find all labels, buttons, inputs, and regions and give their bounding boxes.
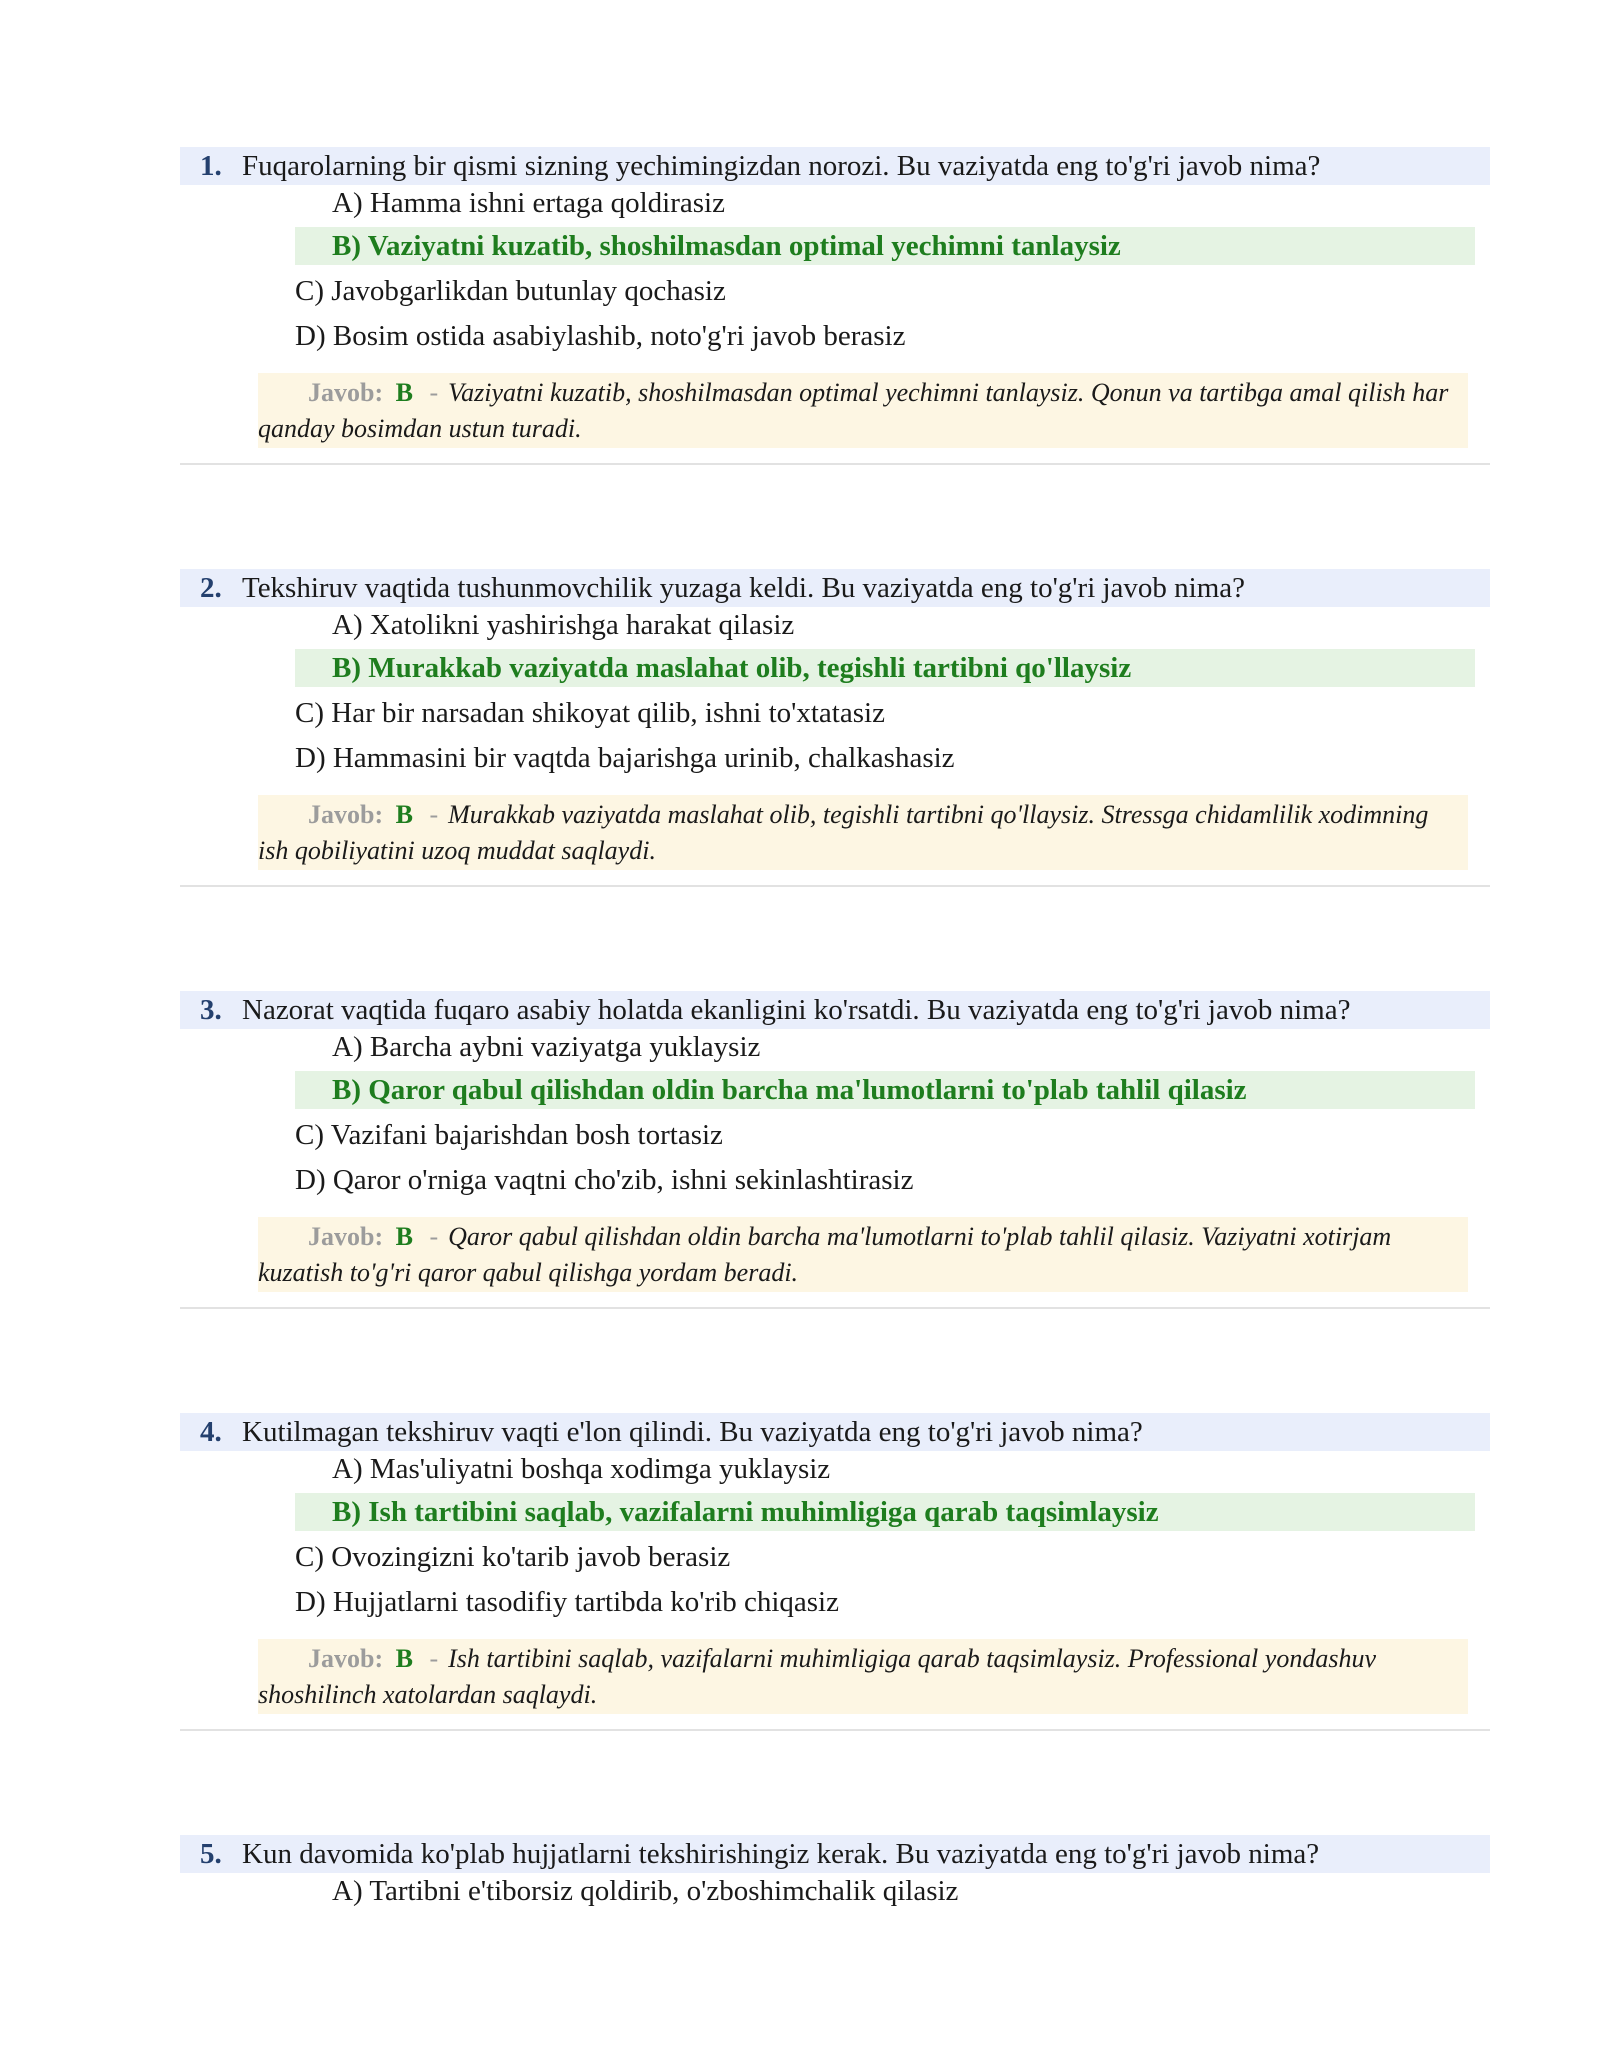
question-header bbox=[180, 147, 1490, 185]
question-header bbox=[180, 991, 1490, 1029]
answer-explanation: Qaror qabul qilishdan oldin barcha ma'lumotlarni to'plab tahlil qilasiz. Vaziyatni xotirjam kuzatish to'g'ri qaror qabul qilishga yordam beradi. bbox=[258, 1222, 1392, 1287]
option-a: A) Hamma ishni ertaga qoldirasiz bbox=[332, 187, 725, 219]
option-d: D) Hammasini bir vaqtda bajarishga urinib, chalkashasiz bbox=[295, 742, 955, 774]
answer-box bbox=[258, 795, 1468, 870]
answer-explanation: Murakkab vaziyatda maslahat olib, tegishli tartibni qo'llaysiz. Stressga chidamlilik xodimning ish qobiliyatini uzoq muddat saqlaydi. bbox=[258, 800, 1429, 865]
option-c: C) Javobgarlikdan butunlay qochasiz bbox=[295, 275, 726, 307]
question-block bbox=[180, 991, 1490, 1411]
question-number: 2. bbox=[200, 572, 222, 604]
option-b-text: B) Qaror qabul qilishdan oldin barcha ma'lumotlarni to'plab tahlil qilasiz bbox=[332, 1074, 1247, 1106]
question-text: Kutilmagan tekshiruv vaqti e'lon qilindi. Bu vaziyatda eng to'g'ri javob nima? bbox=[242, 1416, 1143, 1448]
question-header bbox=[180, 569, 1490, 607]
answer-label: Javob: bbox=[308, 378, 384, 407]
question-block bbox=[180, 1413, 1490, 1833]
question-text: Fuqarolarning bir qismi sizning yechimingizdan norozi. Bu vaziyatda eng to'g'ri javob nima? bbox=[242, 150, 1321, 182]
divider bbox=[180, 463, 1490, 465]
option-b-correct bbox=[295, 1071, 1475, 1109]
option-b-correct bbox=[295, 1493, 1475, 1531]
answer-dash: - bbox=[429, 800, 439, 829]
divider bbox=[180, 885, 1490, 887]
answer-label: Javob: bbox=[308, 800, 384, 829]
answer-letter: B bbox=[395, 800, 413, 829]
answer-box bbox=[258, 1639, 1468, 1714]
question-block bbox=[180, 147, 1490, 567]
answer-box bbox=[258, 373, 1468, 448]
option-c: C) Ovozingizni ko'tarib javob berasiz bbox=[295, 1541, 731, 1573]
option-b-text: B) Vaziyatni kuzatib, shoshilmasdan optimal yechimni tanlaysiz bbox=[332, 230, 1121, 262]
answer-explanation: Ish tartibini saqlab, vazifalarni muhimligiga qarab taqsimlaysiz. Professional yondashuv shoshilinch xatolardan saqlaydi. bbox=[258, 1644, 1376, 1709]
question-number: 4. bbox=[200, 1416, 222, 1448]
option-b-text: B) Murakkab vaziyatda maslahat olib, tegishli tartibni qo'llaysiz bbox=[332, 652, 1132, 684]
question-header bbox=[180, 1835, 1490, 1873]
question-number: 1. bbox=[200, 150, 222, 182]
option-b-correct bbox=[295, 227, 1475, 265]
option-c: C) Har bir narsadan shikoyat qilib, ishni to'xtatasiz bbox=[295, 697, 885, 729]
answer-dash: - bbox=[429, 1222, 439, 1251]
answer-letter: B bbox=[395, 378, 413, 407]
question-number: 5. bbox=[200, 1838, 222, 1870]
divider bbox=[180, 1729, 1490, 1731]
question-block bbox=[180, 569, 1490, 989]
option-c: C) Vazifani bajarishdan bosh tortasiz bbox=[295, 1119, 723, 1151]
question-text: Nazorat vaqtida fuqaro asabiy holatda ekanligini ko'rsatdi. Bu vaziyatda eng to'g'ri javob nima? bbox=[242, 994, 1351, 1026]
question-text: Kun davomida ko'plab hujjatlarni tekshirishingiz kerak. Bu vaziyatda eng to'g'ri javob nima? bbox=[242, 1838, 1320, 1870]
option-a: A) Xatolikni yashirishga harakat qilasiz bbox=[332, 609, 795, 641]
answer-label: Javob: bbox=[308, 1644, 384, 1673]
answer-label: Javob: bbox=[308, 1222, 384, 1251]
question-block bbox=[180, 1835, 1490, 1925]
answer-letter: B bbox=[395, 1222, 413, 1251]
divider bbox=[180, 1307, 1490, 1309]
option-a: A) Tartibni e'tiborsiz qoldirib, o'zboshimchalik qilasiz bbox=[332, 1875, 959, 1907]
option-a: A) Barcha aybni vaziyatga yuklaysiz bbox=[332, 1031, 761, 1063]
option-d: D) Hujjatlarni tasodifiy tartibda ko'rib chiqasiz bbox=[295, 1586, 839, 1618]
question-header bbox=[180, 1413, 1490, 1451]
answer-letter: B bbox=[395, 1644, 413, 1673]
option-d: D) Bosim ostida asabiylashib, noto'g'ri javob berasiz bbox=[295, 320, 906, 352]
answer-dash: - bbox=[429, 378, 439, 407]
answer-dash: - bbox=[429, 1644, 439, 1673]
option-b-correct bbox=[295, 649, 1475, 687]
option-d: D) Qaror o'rniga vaqtni cho'zib, ishni sekinlashtirasiz bbox=[295, 1164, 914, 1196]
answer-explanation: Vaziyatni kuzatib, shoshilmasdan optimal yechimni tanlaysiz. Qonun va tartibga amal qilish har qanday bosimdan ustun turadi. bbox=[258, 378, 1449, 443]
answer-box bbox=[258, 1217, 1468, 1292]
option-a: A) Mas'uliyatni boshqa xodimga yuklaysiz bbox=[332, 1453, 831, 1485]
question-number: 3. bbox=[200, 994, 222, 1026]
question-text: Tekshiruv vaqtida tushunmovchilik yuzaga keldi. Bu vaziyatda eng to'g'ri javob nima? bbox=[242, 572, 1246, 604]
option-b-text: B) Ish tartibini saqlab, vazifalarni muhimligiga qarab taqsimlaysiz bbox=[332, 1496, 1159, 1528]
